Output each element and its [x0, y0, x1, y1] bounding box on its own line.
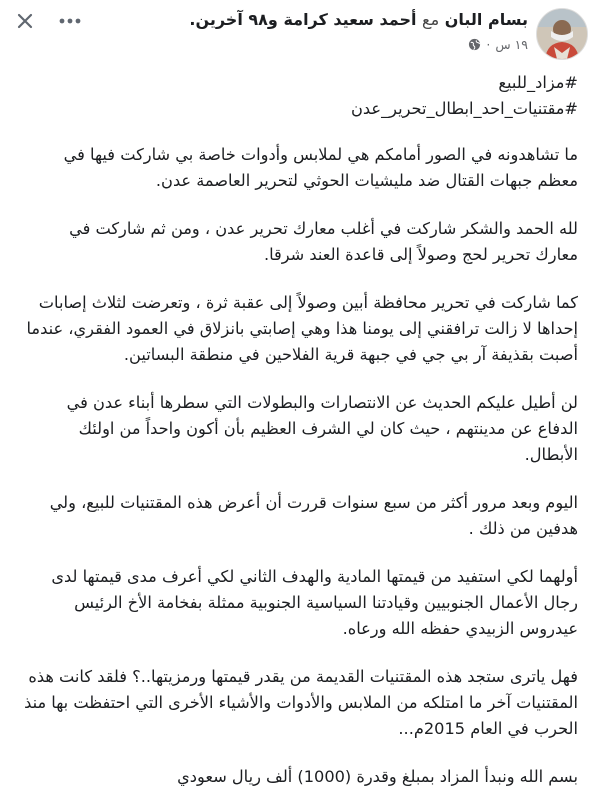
post-paragraph: كما شاركت في تحرير محافظة أبين وصولاً إلى عقبة ثرة ، وتعرضت لثلاث إصابات إحداها لا زالت ترافقني إلى يومنا هذا وهي إصابتي بانزلاق في العمود الفقري، عندما أصبت بقذيفة آر بي جي في جبهة قرية الفلاحين في منطقة البساتين. [26, 293, 578, 364]
post-paragraph: أولهما لكي استفيد من قيمتها المادية والهدف الثاني لكي أعرف مدى قيمتها لدى رجال الأعمال الجنوبيين وقيادتنا السياسية الجنوبية ممثلة بفخامة الأخ الرئيس عيدروس الزبيدي حفظه الله ورعاه. [51, 567, 578, 638]
post-paragraph: لن أطيل عليكم الحديث عن الانتصارات والبطولات التي سطرها أبناء عدن في الدفاع عن مدينتهم ، حيث كان لي الشرف العظيم بأن أكون واحداً من اولئك الأبطال. [66, 393, 578, 464]
meta-separator: · [486, 37, 491, 52]
with-word: مع [422, 10, 440, 29]
post-author-line [189, 10, 528, 29]
post-paragraph: ما تشاهدونه في الصور أمامكم هي لملابس وأدوات خاصة بي شاركت فيها في معظم جبهات القتال ضد مليشيات الحوثي لتحرير العاصمة عدن. [63, 145, 578, 190]
post-time[interactable]: ١٩ س [495, 37, 528, 52]
hashtags [22, 70, 578, 122]
tagged-others[interactable]: و٩٨ آخرين. [189, 10, 278, 29]
profile-photo-icon [537, 9, 587, 59]
close-button[interactable] [14, 10, 36, 32]
author-name[interactable]: بسام البان [444, 10, 528, 29]
hashtag-link[interactable]: #مقتنيات_احد_ابطال_تحرير_عدن [351, 99, 578, 118]
more-options-button[interactable] [58, 10, 82, 32]
more-dots-icon [59, 18, 81, 24]
avatar[interactable] [536, 8, 588, 60]
tagged-person[interactable]: أحمد سعيد كرامة [283, 10, 417, 29]
globe-icon [468, 38, 481, 51]
hashtag-link[interactable]: #مزاد_للبيع [498, 73, 578, 92]
post-meta [468, 37, 528, 52]
close-icon [17, 13, 33, 29]
post-paragraph: اليوم وبعد مرور أكثر من سبع سنوات قررت أن أعرض هذه المقتنيات للبيع، ولي هدفين من ذلك . [49, 493, 578, 538]
post-paragraph: بسم الله ونبدأ المزاد بمبلغ وقدرة (1000) ألف ريال سعودي [177, 767, 578, 786]
post-paragraph: فهل ياترى ستجد هذه المقتنيات القديمة من يقدر قيمتها ورمزيتها..؟ فلقد كانت هذه المقتنيات آخر ما امتلكه من الملابس والأدوات والأشياء الأخرى التي احتفظت بها منذ الحرب في العام 2015م... [24, 667, 578, 738]
post-paragraph: لله الحمد والشكر شاركت في أغلب معارك تحرير عدن ، ومن ثم شاركت في معارك تحرير لحج وصولاً إلى قاعدة العند شرقا. [69, 219, 578, 264]
post-body [22, 70, 578, 812]
